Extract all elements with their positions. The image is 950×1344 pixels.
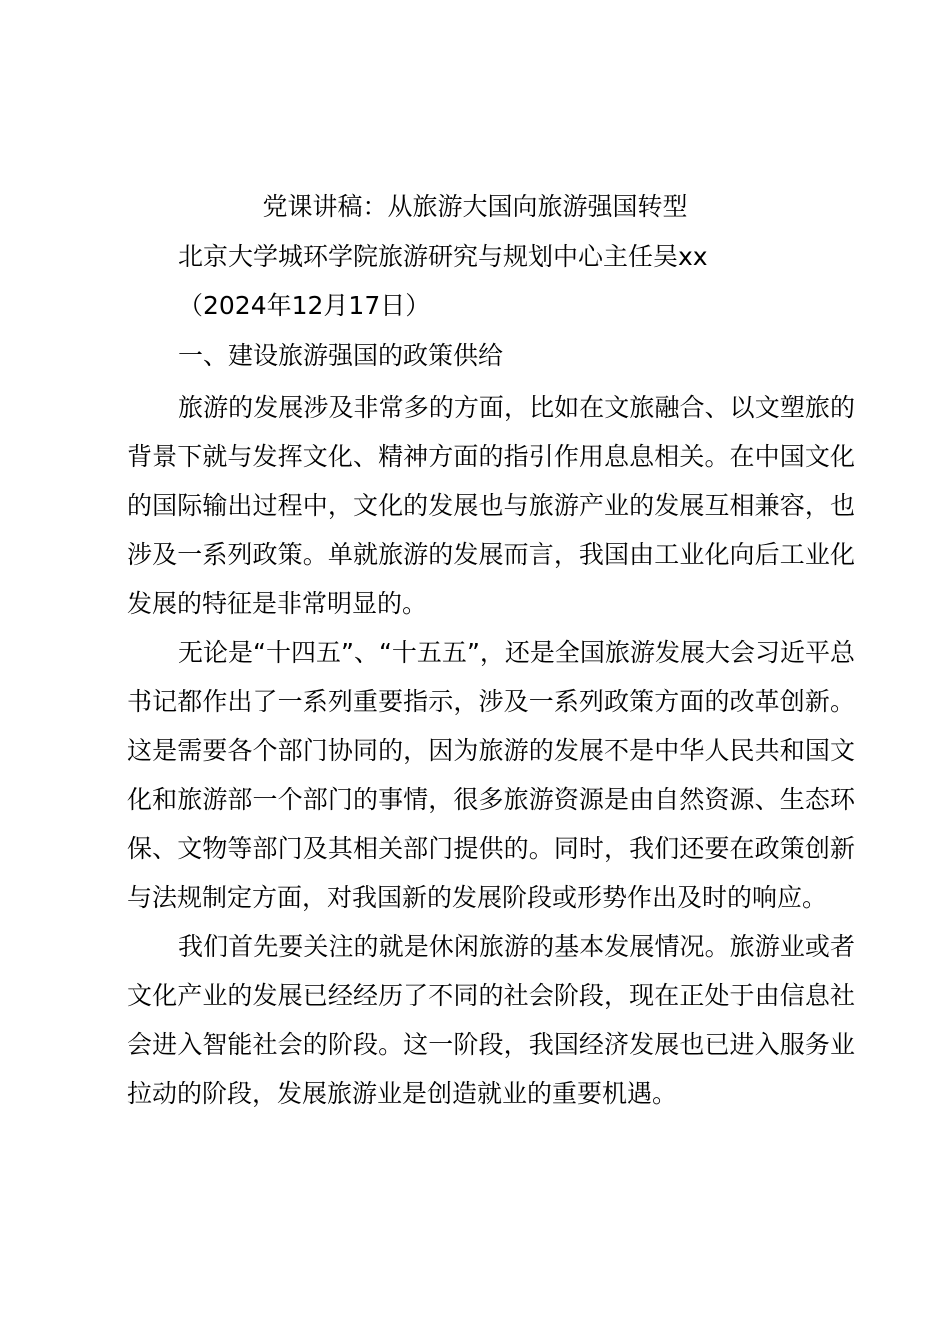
paragraph-3: 我们首先要关注的就是休闲旅游的基本发展情况。旅游业或者文化产业的发展已经经历了不同的社会阶段，现在正处于由信息社会进入智能社会的阶段。这一阶段，我国经济发展也已进入服务业拉动的阶段，发展旅游业是创造就业的重要机遇。	[127, 932, 855, 1108]
section-heading: 一、建设旅游强国的政策供给	[178, 341, 504, 370]
paragraph-1: 旅游的发展涉及非常多的方面，比如在文旅融合、以文塑旅的背景下就与发挥文化、精神方面的指引作用息息相关。在中国文化的国际输出过程中，文化的发展也与旅游产业的发展互相兼容，也涉及一系列政策。单就旅游的发展而言，我国由工业化向后工业化发展的特征是非常明显的。	[127, 393, 855, 618]
paragraph-2: 无论是“十四五”、“十五五”，还是全国旅游发展大会习近平总书记都作出了一系列重要指示，涉及一系列政策方面的改革创新。这是需要各个部门协同的，因为旅游的发展不是中华人民共和国文化和旅游部一个部门的事情，很多旅游资源是由自然资源、生态环保、文物等部门及其相关部门提供的。同时，我们还要在政策创新与法规制定方面，对我国新的发展阶段或形势作出及时的响应。	[127, 638, 855, 912]
date-line: （2024年12月17日）	[178, 291, 431, 320]
body-text	[127, 383, 855, 1118]
document-title: 党课讲稿：从旅游大国向旅游强国转型	[262, 192, 688, 221]
author-line: 北京大学城环学院旅游研究与规划中心主任吴xx	[178, 242, 708, 271]
